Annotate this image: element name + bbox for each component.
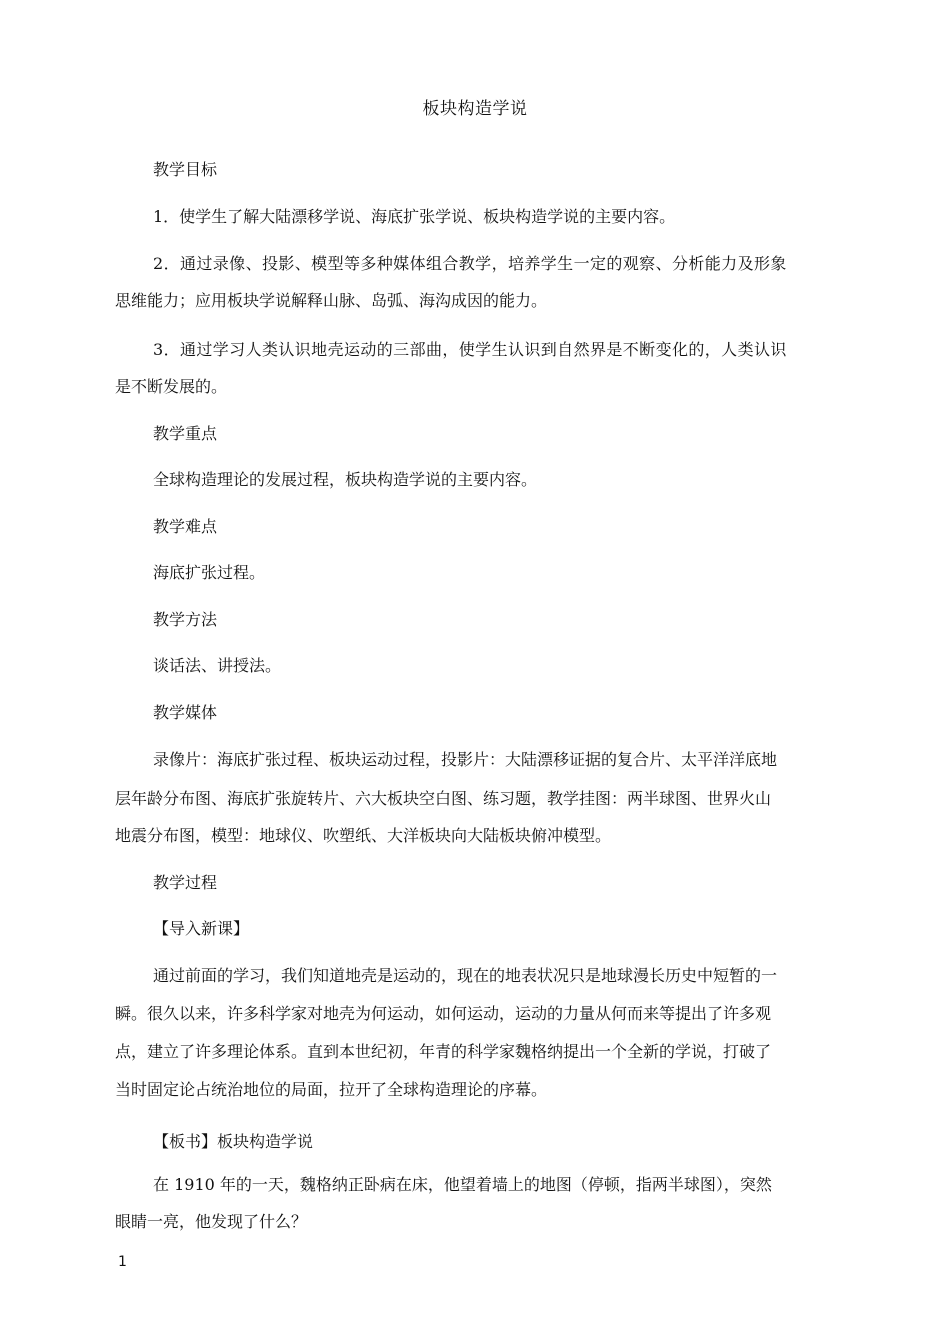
- difficulties-text: 海底扩张过程。: [153, 563, 266, 582]
- heading-methods: 教学方法: [153, 610, 218, 629]
- intro-line-2: 瞬。很久以来，许多科学家对地壳为何运动，如何运动，运动的力量从何而来等提出了许多观: [115, 1004, 772, 1023]
- heading-difficulties: 教学难点: [153, 517, 218, 536]
- goal-3-line-1: 3．通过学习人类认识地壳运动的三部曲，使学生认识到自然界是不断变化的，人类认识: [153, 340, 787, 359]
- heading-key-points: 教学重点: [153, 424, 218, 443]
- heading-media: 教学媒体: [153, 703, 218, 722]
- story-line-1: 在 1910 年的一天，魏格纳正卧病在床，他望着墙上的地图（停顿，指两半球图），突然: [153, 1175, 772, 1194]
- section-intro-label: 【导入新课】: [153, 919, 250, 938]
- goal-3-line-2: 是不断发展的。: [115, 377, 228, 396]
- media-line-1: 录像片：海底扩张过程、板块运动过程，投影片：大陆漂移证据的复合片、太平洋洋底地: [153, 750, 778, 769]
- media-line-3: 地震分布图，模型：地球仪、吹塑纸、大洋板块向大陆板块俯冲模型。: [115, 826, 612, 845]
- goal-1: 1．使学生了解大陆漂移学说、海底扩张学说、板块构造学说的主要内容。: [153, 207, 676, 226]
- page-number: 1: [118, 1254, 127, 1270]
- blackboard-heading: 【板书】板块构造学说: [153, 1132, 314, 1151]
- intro-line-4: 当时固定论占统治地位的局面，拉开了全球构造理论的序幕。: [115, 1080, 548, 1099]
- intro-line-3: 点，建立了许多理论体系。直到本世纪初，年青的科学家魏格纳提出一个全新的学说，打破了: [115, 1042, 772, 1061]
- goal-2-line-2: 思维能力；应用板块学说解释山脉、岛弧、海沟成因的能力。: [115, 291, 548, 310]
- document-title: 板块构造学说: [422, 99, 528, 119]
- heading-teaching-goals: 教学目标: [153, 160, 218, 179]
- heading-process: 教学过程: [153, 873, 218, 892]
- goal-2-line-1: 2．通过录像、投影、模型等多种媒体组合教学，培养学生一定的观察、分析能力及形象: [153, 254, 787, 273]
- methods-text: 谈话法、讲授法。: [153, 656, 282, 675]
- media-line-2: 层年龄分布图、海底扩张旋转片、六大板块空白图、练习题，教学挂图：两半球图、世界火山: [115, 789, 772, 808]
- intro-line-1: 通过前面的学习，我们知道地壳是运动的，现在的地表状况只是地球漫长历史中短暂的一: [153, 966, 778, 985]
- key-points-text: 全球构造理论的发展过程，板块构造学说的主要内容。: [153, 470, 538, 489]
- story-line-2: 眼睛一亮，他发现了什么？: [115, 1212, 308, 1231]
